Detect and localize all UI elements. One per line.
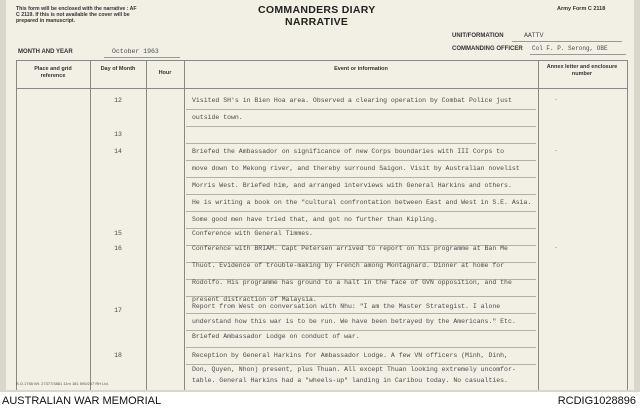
day-number: 18 — [114, 352, 122, 359]
entry-line: Conference with BRIAM. Capt Petersen arrived to report on his programme at Ban Me — [192, 245, 508, 252]
col-header-hour: Hour — [158, 70, 172, 76]
col-header-annex: Annex letter and enclosure number — [546, 64, 618, 77]
entry-line: Visited SH's in Bien Hoa area. Observed a clearing operation by Combat Police just — [192, 97, 512, 104]
grid-line-hour — [146, 60, 147, 390]
entry-line: outside town. — [192, 114, 243, 121]
grid-line-event — [184, 60, 185, 390]
entry-line: Thuot. Evidence of trouble-making by French among Montagnard. Dinner at home for — [192, 262, 505, 269]
ruled-line — [186, 143, 536, 144]
officer-underline — [530, 54, 626, 55]
ruled-line — [186, 211, 536, 212]
ruled-line — [186, 109, 536, 110]
ruled-line — [186, 160, 536, 161]
grid-line-annex — [538, 60, 539, 390]
entry-line: Briefed Ambassador Lodge on conduct of war. — [192, 333, 360, 340]
entry-line: present distraction of Malaysia. — [192, 296, 317, 303]
ruled-line — [186, 330, 536, 331]
entry-line: understand how this war is to be run. We have been betrayed by the Americans." Etc. — [192, 318, 516, 325]
ruled-line — [186, 347, 536, 348]
grid-left-line — [16, 60, 17, 390]
ruled-line — [186, 228, 536, 229]
ruled-line — [186, 313, 536, 314]
entry-line: Morris West. Briefed him, and arranged interviews with General Harkins and others. — [192, 182, 512, 189]
ruled-line — [186, 194, 536, 195]
day-number: 15 — [114, 230, 122, 237]
entry-line: Rodolfo. His programme has ground to a halt in the face of GVN opposition, and the — [192, 279, 512, 286]
day-number: 17 — [114, 307, 122, 314]
day-number: 14 — [114, 148, 122, 155]
grid-right-line — [627, 60, 628, 390]
day-number: 12 — [114, 97, 122, 104]
diary-sheet — [6, 0, 634, 390]
print-code: B.O.1758 Wt. 27377/3881 11m 181 590/267 RH Ltd. — [16, 381, 109, 386]
page-subtitle: NARRATIVE — [285, 16, 349, 28]
ruled-line — [186, 126, 536, 127]
record-id: RCDIG1028896 — [557, 395, 636, 407]
month-label: MONTH AND YEAR — [18, 49, 73, 55]
entry-line: Report from West on conversation with Nhu: "I am the Master Strategist. I alone — [192, 303, 501, 310]
grid-header-line — [16, 88, 628, 89]
officer-label: COMMANDING OFFICER — [452, 46, 523, 52]
col-header-day: Day of Month — [100, 66, 136, 72]
entry-line: Don, Quyen, Nhon) present, plus Thuan. All except Thuan looking extremely uncomfor- — [192, 366, 516, 373]
day-number: 13 — [114, 131, 122, 138]
entry-line: Conference with General Timmes. — [192, 230, 313, 237]
entry-line: He is writing a book on the "cultural confrontation between East and West in S.E. Asia. — [192, 199, 532, 206]
entry-line: Briefed the Ambassador on significance of new Corps boundaries with III Corps to — [192, 148, 505, 155]
month-value: October 1963 — [112, 48, 159, 55]
unit-value: AATTV — [524, 32, 544, 39]
archive-name: AUSTRALIAN WAR MEMORIAL — [2, 395, 162, 407]
ruled-line — [186, 177, 536, 178]
entry-line: move down to Mekong river, and thereby surround Saigon. Visit by Australian novelist — [192, 165, 520, 172]
page-title: COMMANDERS DIARY — [258, 4, 376, 16]
col-header-event: Event or information — [334, 66, 388, 72]
unit-label: UNIT/FORMATION — [452, 33, 504, 39]
unit-underline — [512, 41, 622, 42]
enclosure-note: This form will be enclosed with the narrative : AF C 2119. If this is not available the cover will be prepared in manuscript. — [16, 6, 137, 25]
annex-mark: . — [555, 146, 557, 153]
month-underline — [104, 57, 180, 58]
annex-mark: . — [555, 243, 557, 250]
day-number: 16 — [114, 245, 122, 252]
ruled-line — [186, 364, 536, 365]
grid-line-day — [90, 60, 91, 390]
entry-line: Some good men have tried that, and got no further than Kipling. — [192, 216, 438, 223]
officer-value: Col F. P. Serong, OBE — [532, 45, 608, 52]
annex-mark: . — [555, 95, 557, 102]
form-number: Army Form C 2118 — [557, 6, 606, 12]
entry-line: table. General Harkins had a "wheels-up" landing in Caribou today. No casualties. — [192, 377, 508, 384]
entry-line: Reception by General Harkins for Ambassador Lodge. A few VN officers (Minh, Dinh, — [192, 352, 508, 359]
col-header-place: Place and grid reference — [34, 66, 72, 79]
grid-top-line — [16, 60, 628, 61]
